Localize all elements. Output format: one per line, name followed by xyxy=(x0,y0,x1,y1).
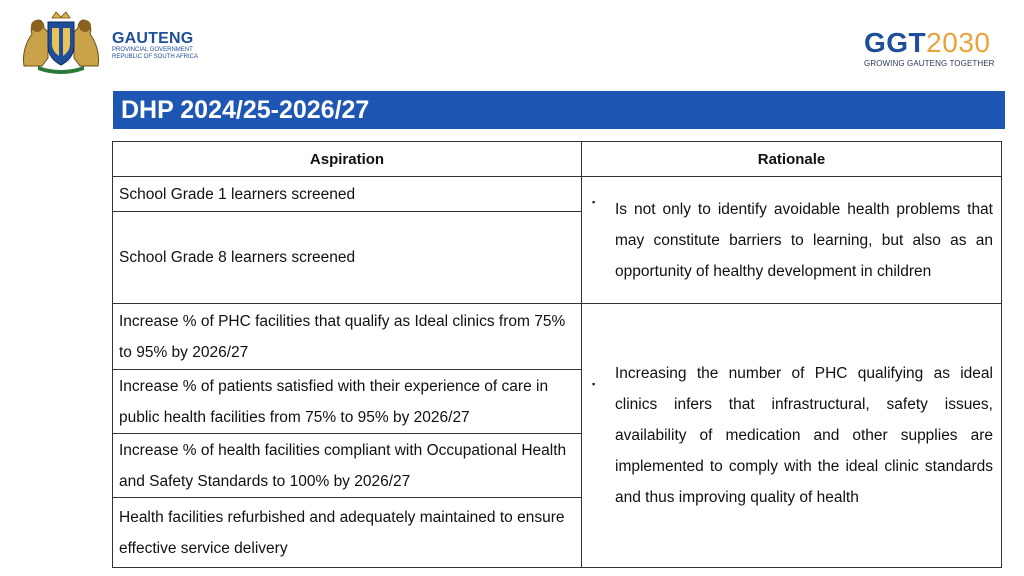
gauteng-name: GAUTENG xyxy=(112,30,194,47)
title-bar xyxy=(113,91,1005,129)
table-row xyxy=(113,177,1002,212)
aspiration-cell: School Grade 8 learners screened xyxy=(113,212,582,304)
gauteng-subtitle-line1: PROVINCIAL GOVERNMENT xyxy=(112,47,193,53)
rationale-text: Increasing the number of PHC qualifying as ideal clinics infers that infrastructural, safety issues, availability of medication and other supplies are implemented to comply with the ideal clinic standards and thus improving quality of health xyxy=(615,365,993,506)
aspiration-cell: School Grade 1 learners screened xyxy=(113,177,582,212)
rationale-cell xyxy=(582,304,1002,568)
coat-of-arms-icon xyxy=(18,8,104,74)
slide-title: DHP 2024/25-2026/27 xyxy=(121,96,370,124)
aspiration-cell: Increase % of patients satisfied with their experience of care in public health facilities from 75% to 95% by 2026/27 xyxy=(113,370,582,434)
gauteng-subtitle-line2: REPUBLIC OF SOUTH AFRICA xyxy=(112,54,199,60)
ggt2030-logo xyxy=(864,28,1004,68)
bullet-icon: ▪ xyxy=(592,379,596,389)
ggt-tagline: GROWING GAUTENG TOGETHER xyxy=(864,59,995,68)
aspiration-cell: Health facilities refurbished and adequately maintained to ensure effective service delivery xyxy=(113,498,582,568)
header-rationale: Rationale xyxy=(582,142,1002,177)
table-row xyxy=(113,304,1002,370)
rationale-text: Is not only to identify avoidable health problems that may constitute barriers to learning, but also as an opportunity of healthy development in children xyxy=(615,200,993,280)
aspiration-rationale-table xyxy=(112,141,1002,568)
aspiration-cell: Increase % of health facilities compliant with Occupational Health and Safety Standards to 100% by 2026/27 xyxy=(113,434,582,498)
aspiration-cell: Increase % of PHC facilities that qualify as Ideal clinics from 75% to 95% by 2026/27 xyxy=(113,304,582,370)
table-header-row xyxy=(113,142,1002,177)
rationale-cell xyxy=(582,177,1002,304)
header-aspiration: Aspiration xyxy=(113,142,582,177)
bullet-icon: ▪ xyxy=(592,197,596,207)
ggt-year: 2030 xyxy=(926,27,991,58)
ggt2030-wordmark xyxy=(864,28,1004,58)
ggt-prefix: GGT xyxy=(864,27,927,58)
gauteng-logo xyxy=(18,8,208,74)
